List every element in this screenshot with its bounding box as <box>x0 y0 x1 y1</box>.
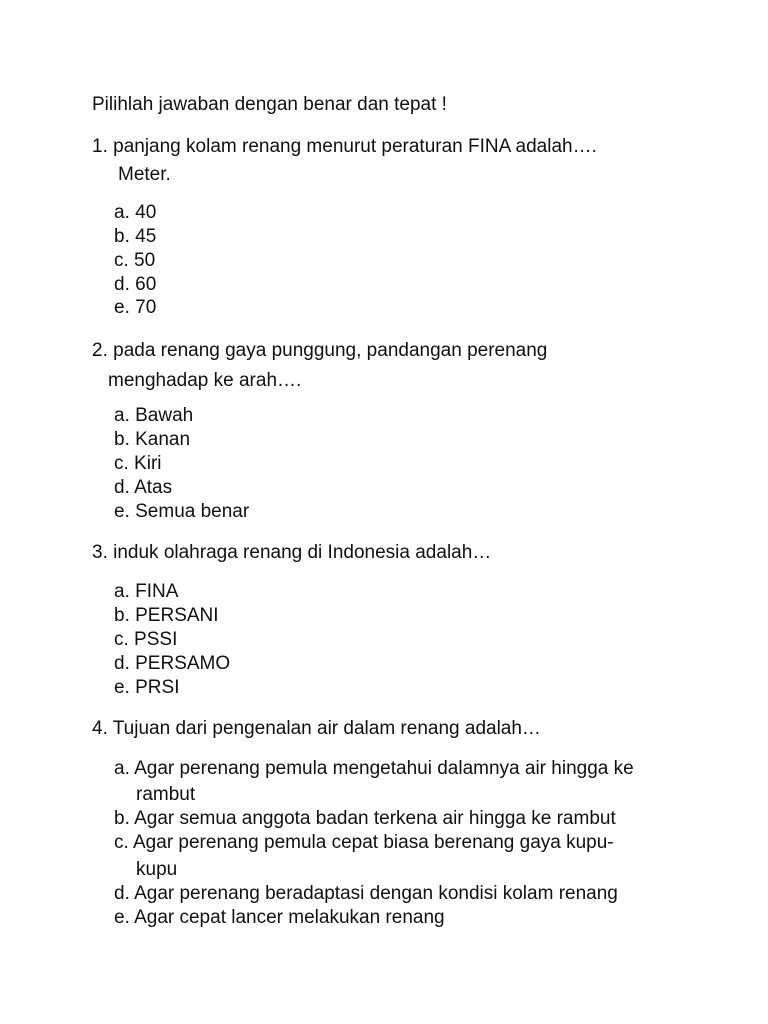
question-4-option-c-cont: kupu <box>136 859 178 880</box>
question-3-option-d: d. PERSAMO <box>114 653 231 674</box>
question-4-option-a-cont: rambut <box>136 784 196 805</box>
question-2-option-b: b. Kanan <box>114 429 191 450</box>
question-4-option-a: a. Agar perenang pemula mengetahui dalamnya air hingga ke <box>114 758 634 779</box>
question-4-option-e: e. Agar cepat lancer melakukan renang <box>114 907 445 928</box>
question-3-text: 3. induk olahraga renang di Indonesia adalah… <box>92 542 492 563</box>
question-2-option-d: d. Atas <box>114 477 173 498</box>
question-3-option-a: a. FINA <box>114 581 179 602</box>
question-2-text-cont: menghadap ke arah…. <box>108 370 302 391</box>
question-4-option-d: d. Agar perenang beradaptasi dengan kondisi kolam renang <box>114 883 618 904</box>
question-2-option-a: a. Bawah <box>114 405 194 426</box>
question-2-option-c: c. Kiri <box>114 453 162 474</box>
question-2-text: 2. pada renang gaya punggung, pandangan perenang <box>92 340 548 361</box>
question-1-text: 1. panjang kolam renang menurut peraturan FINA adalah…. <box>92 136 597 157</box>
question-1-option-a: a. 40 <box>114 202 157 223</box>
question-1-option-c: c. 50 <box>114 250 156 271</box>
question-4-text: 4. Tujuan dari pengenalan air dalam renang adalah… <box>92 718 541 739</box>
question-1-text-cont: Meter. <box>118 164 171 185</box>
question-1-option-d: d. 60 <box>114 274 157 295</box>
question-3-option-b: b. PERSANI <box>114 605 219 626</box>
question-3-option-c: c. PSSI <box>114 629 178 650</box>
question-4-option-c: c. Agar perenang pemula cepat biasa berenang gaya kupu- <box>114 832 614 853</box>
question-4-option-b: b. Agar semua anggota badan terkena air hingga ke rambut <box>114 808 616 829</box>
question-3-option-e: e. PRSI <box>114 677 180 698</box>
question-2-option-e: e. Semua benar <box>114 501 250 522</box>
question-1-option-b: b. 45 <box>114 226 157 247</box>
question-1-option-e: e. 70 <box>114 297 157 318</box>
instruction-text: Pilihlah jawaban dengan benar dan tepat ! <box>92 94 447 115</box>
